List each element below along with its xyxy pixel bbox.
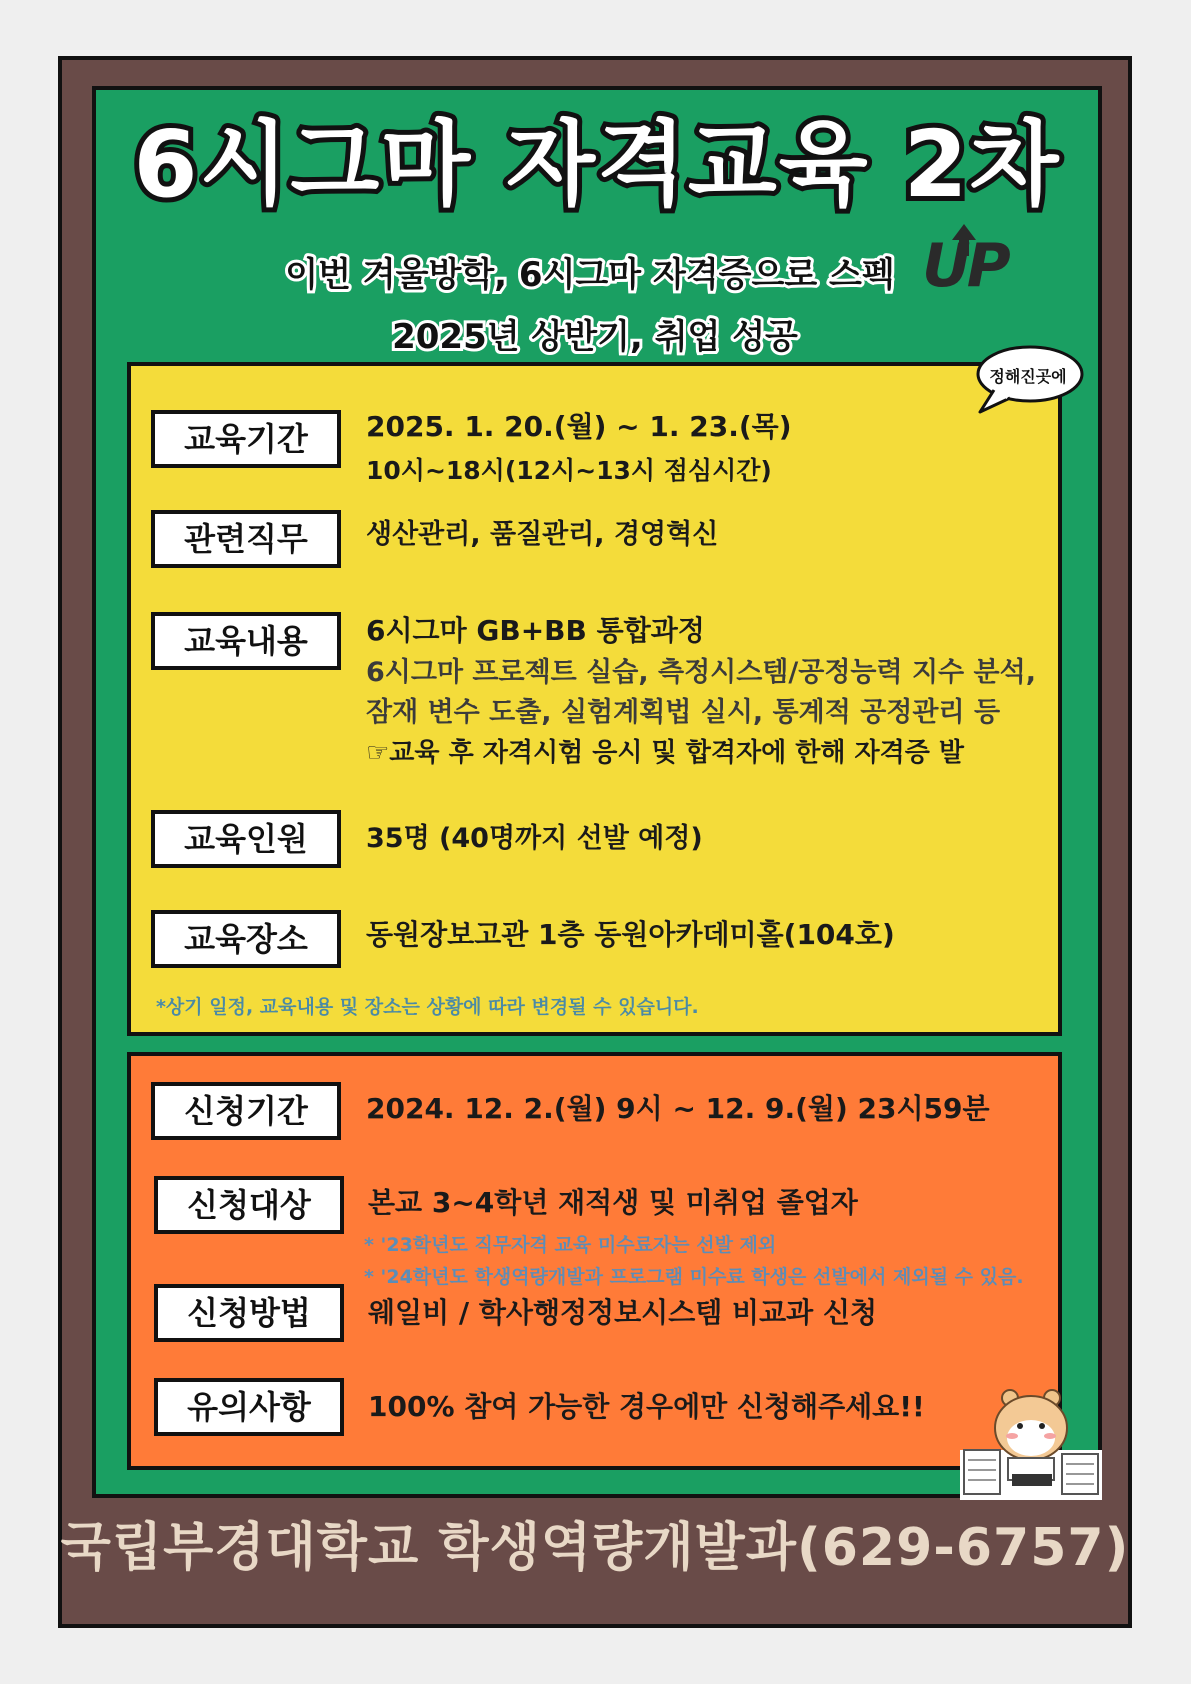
related-jobs-value: 생산관리, 품질관리, 경영혁신: [366, 519, 719, 550]
label-education-period: 교육기간: [151, 410, 341, 468]
speech-bubble-text: 정해진곳에: [989, 367, 1067, 386]
label-education-content: 교육내용: [151, 612, 341, 670]
poster-title: 6시그마 자격교육 2차: [133, 111, 1061, 218]
up-badge: UP: [922, 231, 1007, 301]
label-education-capacity: 교육인원: [151, 810, 341, 868]
label-application-method: 신청방법: [154, 1284, 344, 1342]
label-application-period: 신청기간: [151, 1082, 341, 1140]
education-content-course: 6시그마 GB+BB 통합과정: [366, 614, 705, 647]
footer-contact: 국립부경대학교 학생역량개발과(629-6757): [60, 1518, 1130, 1578]
education-period-date: 2025. 1. 20.(월) ~ 1. 23.(목): [366, 410, 792, 443]
subtitle-line-1: 이번 겨울방학, 6시그마 자격증으로 스펙: [285, 255, 895, 295]
education-place-value: 동원장보고관 1층 동원아카데미홀(104호): [366, 918, 895, 951]
application-target-value: 본교 3~4학년 재적생 및 미취업 졸업자: [368, 1186, 858, 1219]
education-content-detail-2: 잠재 변수 도출, 실험계획법 실시, 통계적 공정관리 등: [366, 697, 1001, 728]
education-content-detail-1: 6시그마 프로젝트 실습, 측정시스템/공정능력 지수 분석,: [366, 657, 1036, 688]
education-content-certificate-note: ☞교육 후 자격시험 응시 및 합격자에 한해 자격증 발: [366, 738, 965, 768]
application-target-note-1: * '23학년도 직무자격 교육 미수료자는 선발 제외: [364, 1234, 777, 1256]
education-capacity-value: 35명 (40명까지 선발 예정): [366, 823, 703, 854]
application-method-value: 웨일비 / 학사행정정보시스템 비교과 신청: [368, 1296, 878, 1329]
application-target-note-2: * '24학년도 학생역량개발과 프로그램 미수료 학생은 선발에서 제외될 수 있음.: [364, 1266, 1024, 1288]
subtitle-line-2: 2025년 상반기, 취업 성공: [392, 317, 798, 357]
application-period-value: 2024. 12. 2.(월) 9시 ~ 12. 9.(월) 23시59분: [366, 1092, 990, 1125]
label-application-target: 신청대상: [154, 1176, 344, 1234]
caution-value: 100% 참여 가능한 경우에만 신청해주세요!!: [368, 1390, 925, 1423]
label-education-place: 교육장소: [151, 910, 341, 968]
education-footnote: *상기 일정, 교육내용 및 장소는 상황에 따라 변경될 수 있습니다.: [156, 996, 699, 1018]
label-caution: 유의사항: [154, 1378, 344, 1436]
label-related-jobs: 관련직무: [151, 510, 341, 568]
hamster-mascot-icon: [960, 1388, 1102, 1500]
education-period-time: 10시~18시(12시~13시 점심시간): [366, 456, 772, 485]
